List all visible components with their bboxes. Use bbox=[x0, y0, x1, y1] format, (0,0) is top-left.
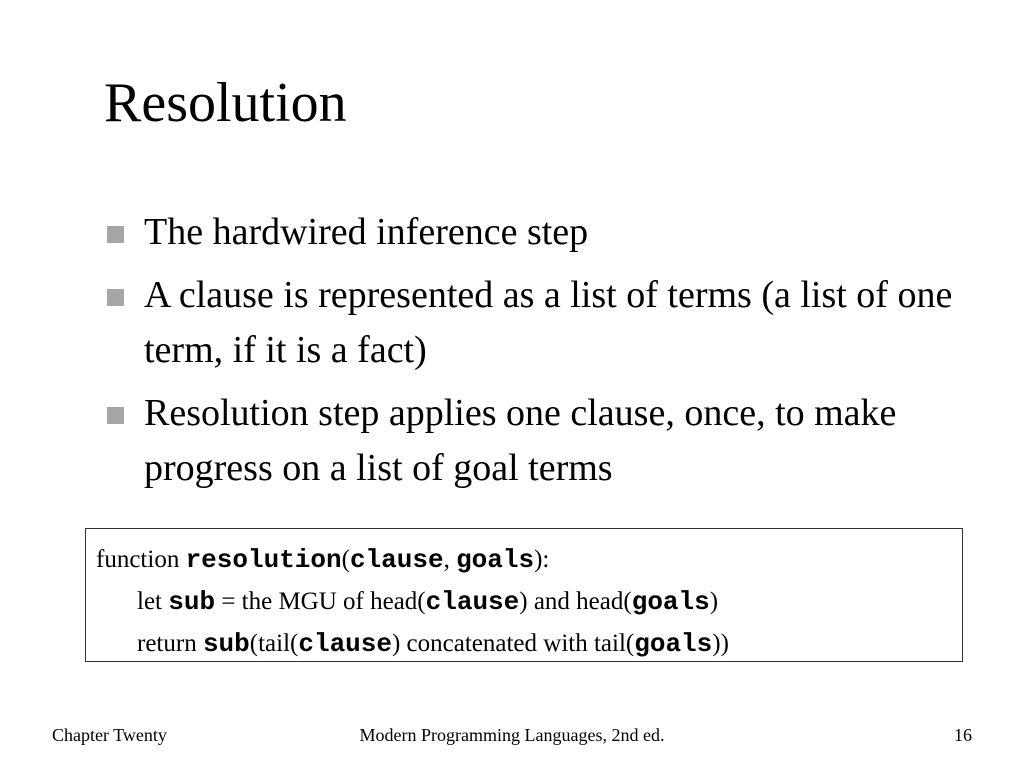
code-text: = the MGU of head( bbox=[215, 588, 426, 615]
code-identifier: clause bbox=[425, 587, 520, 617]
slide-title: Resolution bbox=[104, 72, 347, 134]
footer-page-number: 16 bbox=[954, 725, 972, 745]
square-bullet-icon bbox=[107, 226, 124, 243]
square-bullet-icon bbox=[107, 407, 124, 424]
bullet-item bbox=[104, 268, 964, 378]
code-text: , bbox=[443, 546, 457, 573]
code-text: let bbox=[137, 588, 169, 615]
bullet-text: The hardwired inference step bbox=[144, 211, 589, 253]
code-text: ): bbox=[534, 546, 550, 573]
code-text: function bbox=[96, 546, 186, 573]
code-text: ) and head( bbox=[519, 588, 632, 615]
bullet-list bbox=[104, 205, 964, 504]
bullet-text: A clause is represented as a list of terms (a list of one term, if it is a fact) bbox=[144, 274, 953, 371]
code-identifier: sub bbox=[168, 587, 216, 617]
code-line-return bbox=[96, 623, 962, 665]
code-identifier: clause bbox=[349, 545, 444, 575]
code-identifier: goals bbox=[634, 629, 713, 659]
code-identifier: goals bbox=[456, 545, 535, 575]
code-text: ) bbox=[709, 588, 719, 615]
code-text: )) bbox=[712, 630, 729, 657]
code-function-name: resolution bbox=[185, 545, 342, 575]
code-text: ( bbox=[341, 546, 350, 573]
pseudocode-box bbox=[85, 528, 963, 662]
bullet-item bbox=[104, 205, 964, 260]
footer-chapter: Chapter Twenty bbox=[52, 725, 167, 745]
footer-book-title: Modern Programming Languages, 2nd ed. bbox=[359, 725, 665, 745]
code-text: return bbox=[137, 630, 203, 657]
code-text: ) concatenated with tail( bbox=[391, 630, 635, 657]
code-identifier: clause bbox=[298, 629, 392, 659]
code-line-let bbox=[96, 581, 962, 623]
code-line-function bbox=[96, 539, 962, 581]
code-identifier: goals bbox=[631, 587, 710, 617]
code-identifier: sub bbox=[202, 629, 250, 659]
square-bullet-icon bbox=[107, 289, 124, 306]
bullet-text: Resolution step applies one clause, once, to make progress on a list of goal terms bbox=[144, 392, 897, 489]
code-text: (tail( bbox=[249, 630, 299, 657]
bullet-item bbox=[104, 386, 964, 496]
